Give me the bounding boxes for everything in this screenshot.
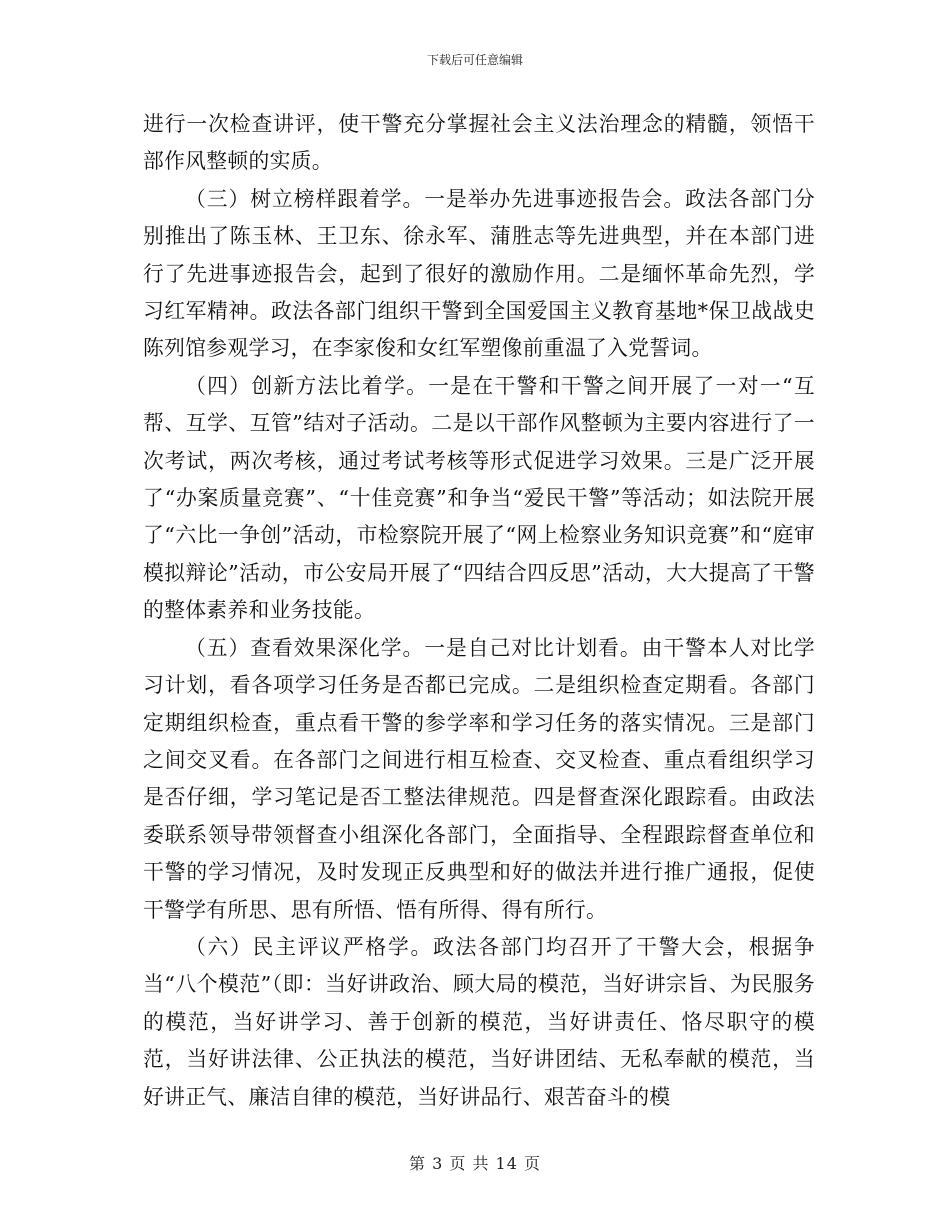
- page-header: 下载后可任意编辑: [426, 53, 523, 67]
- paragraph-section-6: （六）民主评议严格学。政法各部门均召开了干警大会，根据争当“八个模范”（即：当好讲政治、顾大局的模范，当好讲宗旨、为民服务的模范，当好讲学习、善于创新的模范，当好讲责任、恪尽职守的模范，当好讲法律、公正执法的模范，当好讲团结、无私奉献的模范，当好讲正气、廉洁自律的模范，当好讲品行、艰苦奋斗的模: [143, 934, 815, 1109]
- paragraph-continuation: 进行一次检查讲评，使干警充分掌握社会主义法治理念的精髓，领悟干部作风整顿的实质。: [143, 112, 815, 174]
- page-number: 第 3 页 共 14 页: [409, 1154, 541, 1173]
- paragraph-section-5: （五）查看效果深化学。一是自己对比计划看。由干警本人对比学习计划，看各项学习任务是否都已完成。二是组织检查定期看。各部门定期组织检查，重点看干警的参学率和学习任务的落实情况。三是部门之间交叉看。在各部门之间进行相互检查、交叉检查、重点看组织学习是否仔细，学习笔记是否工整法律规范。四是督查深化跟踪看。由政法委联系领导带领督查小组深化各部门，全面指导、全程跟踪督查单位和干警的学习情况，及时发现正反典型和好的做法并进行推广通报，促使干警学有所思、思有所悟、悟有所得、得有所行。: [143, 635, 815, 922]
- paragraph-section-3: （三）树立榜样跟着学。一是举办先进事迹报告会。政法各部门分别推出了陈玉林、王卫东、徐永军、蒲胜志等先进典型，并在本部门进行了先进事迹报告会，起到了很好的激励作用。二是缅怀革命先烈，学习红军精神。政法各部门组织干警到全国爱国主义教育基地*保卫战战史陈列馆参观学习，在李家俊和女红军塑像前重温了入党誓词。: [143, 186, 815, 361]
- document-body: [143, 106, 815, 1116]
- paragraph-section-4: （四）创新方法比着学。一是在干警和干警之间开展了一对一“互帮、互学、互管”结对子活动。二是以干部作风整顿为主要内容进行了一次考试，两次考核，通过考试考核等形式促进学习效果。三是广泛开展了“办案质量竞赛”、“十佳竞赛”和争当“爱民干警”等活动；如法院开展了“六比一争创”活动，市检察院开展了“网上检察业务知识竞赛”和“庭审模拟辩论”活动，市公安局开展了“四结合四反思”活动，大大提高了干警的整体素养和业务技能。: [143, 373, 815, 623]
